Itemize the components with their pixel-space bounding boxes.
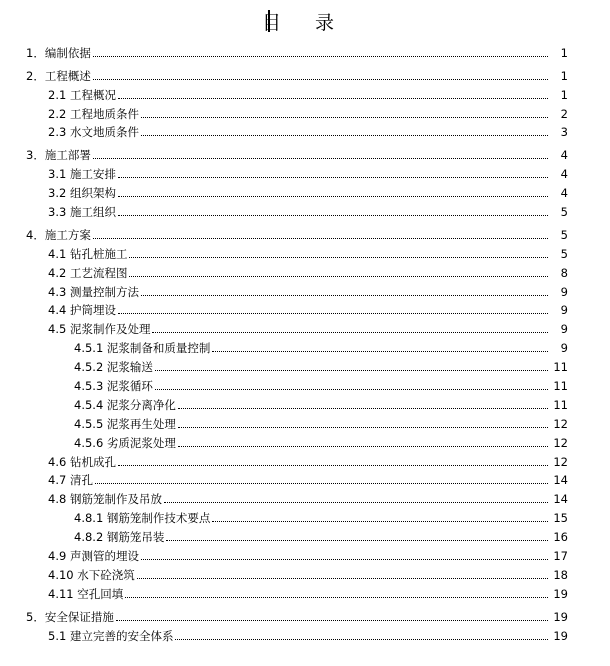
dot-leader <box>141 558 548 560</box>
dot-leader <box>155 388 548 390</box>
dot-leader <box>118 176 548 178</box>
dot-leader <box>175 638 548 640</box>
toc-entry-title: 3.2 组织架构 <box>48 186 116 201</box>
toc-entry-page: 14 <box>553 473 568 488</box>
toc-entry-page: 4 <box>560 186 568 201</box>
toc-entry-page: 16 <box>553 530 568 545</box>
toc-entry[interactable] <box>0 162 610 181</box>
toc-entry[interactable] <box>0 317 610 336</box>
toc-entry-title: 4.5.5 泥浆再生处理 <box>74 416 176 431</box>
toc-entry[interactable] <box>0 450 610 469</box>
toc-entry[interactable] <box>0 181 610 200</box>
toc-entry[interactable] <box>0 64 610 83</box>
toc-entry[interactable] <box>0 280 610 299</box>
toc-entry-page: 8 <box>560 265 568 280</box>
toc-entry-page: 5 <box>560 246 568 261</box>
toc-entry-title: 2.1 工程概况 <box>48 87 116 102</box>
toc-entry-page: 12 <box>553 416 568 431</box>
dot-leader <box>141 294 548 296</box>
toc-entry-page: 17 <box>553 549 568 564</box>
toc-entry-title: 2.3 水文地质条件 <box>48 125 139 140</box>
dot-leader <box>141 134 548 136</box>
toc-entry-title: 4.5.1 泥浆制备和质量控制 <box>74 341 211 356</box>
toc-entry[interactable] <box>0 525 610 544</box>
page-title: 目 录 <box>261 12 349 34</box>
dot-leader <box>141 116 548 118</box>
dot-leader <box>118 312 548 314</box>
dot-leader <box>118 195 548 197</box>
toc-entry-title: 4.6 钻机成孔 <box>48 454 116 469</box>
toc-entry[interactable] <box>0 506 610 525</box>
toc-entry-title: 4.7 清孔 <box>48 473 93 488</box>
toc-entry[interactable] <box>0 469 610 488</box>
toc-entry-title: 3．施工部署 <box>26 148 91 163</box>
toc-entry-title: 4.5.3 泥浆循环 <box>74 379 153 394</box>
dot-leader <box>212 520 548 522</box>
toc-entry-title: 4.8 钢筋笼制作及吊放 <box>48 492 162 507</box>
toc-entry-title: 4.10 水下砼浇筑 <box>48 567 135 582</box>
dot-leader <box>125 596 548 598</box>
toc-entry-page: 9 <box>560 303 568 318</box>
toc-entry-page: 19 <box>553 609 568 624</box>
toc-entry[interactable] <box>0 544 610 563</box>
dot-leader <box>93 237 548 239</box>
toc-entry[interactable] <box>0 41 610 60</box>
toc-entry-page: 12 <box>553 454 568 469</box>
toc-entry-title: 4.5.2 泥浆输送 <box>74 360 153 375</box>
dot-leader <box>166 539 548 541</box>
toc-entry[interactable] <box>0 121 610 140</box>
toc-entry[interactable] <box>0 563 610 582</box>
dot-leader <box>93 157 548 159</box>
dot-leader <box>178 445 548 447</box>
toc-entry[interactable] <box>0 299 610 318</box>
dot-leader <box>93 78 548 80</box>
dot-leader <box>164 501 548 503</box>
toc-entry-title: 4.8.1 钢筋笼制作技术要点 <box>74 511 211 526</box>
toc-entry-page: 11 <box>553 397 568 412</box>
toc-entry[interactable] <box>0 393 610 412</box>
dot-leader <box>178 407 548 409</box>
toc-entry[interactable] <box>0 355 610 374</box>
toc-entry[interactable] <box>0 242 610 261</box>
toc-entry-page: 9 <box>560 322 568 337</box>
toc-entry[interactable] <box>0 487 610 506</box>
toc-entry-page: 9 <box>560 341 568 356</box>
dot-leader <box>118 97 548 99</box>
toc-entry[interactable] <box>0 582 610 601</box>
toc-entry-page: 9 <box>560 284 568 299</box>
toc-entry-title: 3.1 施工安排 <box>48 167 116 182</box>
toc-entry-title: 4.5.6 劣质泥浆处理 <box>74 435 176 450</box>
toc-entry-page: 4 <box>560 148 568 163</box>
toc-entry[interactable] <box>0 261 610 280</box>
toc-entry-title: 1．编制依据 <box>26 45 91 60</box>
toc-entry-title: 2.2 工程地质条件 <box>48 106 139 121</box>
toc-entry[interactable] <box>0 336 610 355</box>
toc-entry-page: 15 <box>553 511 568 526</box>
toc-entry-title: 4.5.4 泥浆分离净化 <box>74 397 176 412</box>
toc-entry-title: 4.8.2 钢筋笼吊装 <box>74 530 165 545</box>
toc-entry-page: 12 <box>553 435 568 450</box>
toc-entry-page: 5 <box>560 205 568 220</box>
toc-entry-page: 3 <box>560 125 568 140</box>
toc-entry-page: 5 <box>560 227 568 242</box>
table-of-contents <box>0 41 610 643</box>
toc-entry-page: 11 <box>553 360 568 375</box>
toc-entry[interactable] <box>0 431 610 450</box>
dot-leader <box>95 482 548 484</box>
toc-entry[interactable] <box>0 143 610 162</box>
toc-entry-title: 2．工程概述 <box>26 68 91 83</box>
toc-entry[interactable] <box>0 223 610 242</box>
toc-entry[interactable] <box>0 200 610 219</box>
toc-entry-page: 1 <box>560 68 568 83</box>
dot-leader <box>93 55 548 57</box>
toc-entry-page: 14 <box>553 492 568 507</box>
dot-leader <box>116 619 548 621</box>
toc-entry-title: 3.3 施工组织 <box>48 205 116 220</box>
toc-entry[interactable] <box>0 83 610 102</box>
toc-entry-page: 1 <box>560 87 568 102</box>
toc-entry[interactable] <box>0 624 610 643</box>
toc-entry-title: 5.1 建立完善的安全体系 <box>48 628 174 643</box>
toc-entry-page: 19 <box>553 628 568 643</box>
toc-entry-page: 2 <box>560 106 568 121</box>
dot-leader <box>118 214 548 216</box>
toc-entry[interactable] <box>0 374 610 393</box>
toc-entry-page: 1 <box>560 45 568 60</box>
dot-leader <box>137 577 548 579</box>
toc-entry-title: 4.1 钻孔桩施工 <box>48 246 128 261</box>
toc-entry-page: 19 <box>553 586 568 601</box>
toc-entry-title: 4.11 空孔回填 <box>48 586 124 601</box>
toc-entry-title: 4.5 泥浆制作及处理 <box>48 322 151 337</box>
toc-entry-title: 4.4 护筒埋设 <box>48 303 116 318</box>
toc-entry[interactable] <box>0 605 610 624</box>
dot-leader <box>212 350 548 352</box>
dot-leader <box>178 426 548 428</box>
toc-entry[interactable] <box>0 412 610 431</box>
dot-leader <box>118 464 548 466</box>
toc-entry-page: 11 <box>553 379 568 394</box>
toc-entry-title: 4.3 测量控制方法 <box>48 284 139 299</box>
dot-leader <box>152 331 548 333</box>
toc-entry-title: 4.9 声测管的埋设 <box>48 549 139 564</box>
dot-leader <box>129 275 548 277</box>
toc-entry-title: 4.2 工艺流程图 <box>48 265 128 280</box>
toc-entry-page: 18 <box>553 567 568 582</box>
dot-leader <box>129 256 548 258</box>
dot-leader <box>155 369 548 371</box>
toc-entry-page: 4 <box>560 167 568 182</box>
toc-entry-title: 5．安全保证措施 <box>26 609 114 624</box>
toc-entry[interactable] <box>0 102 610 121</box>
toc-entry-title: 4．施工方案 <box>26 227 91 242</box>
